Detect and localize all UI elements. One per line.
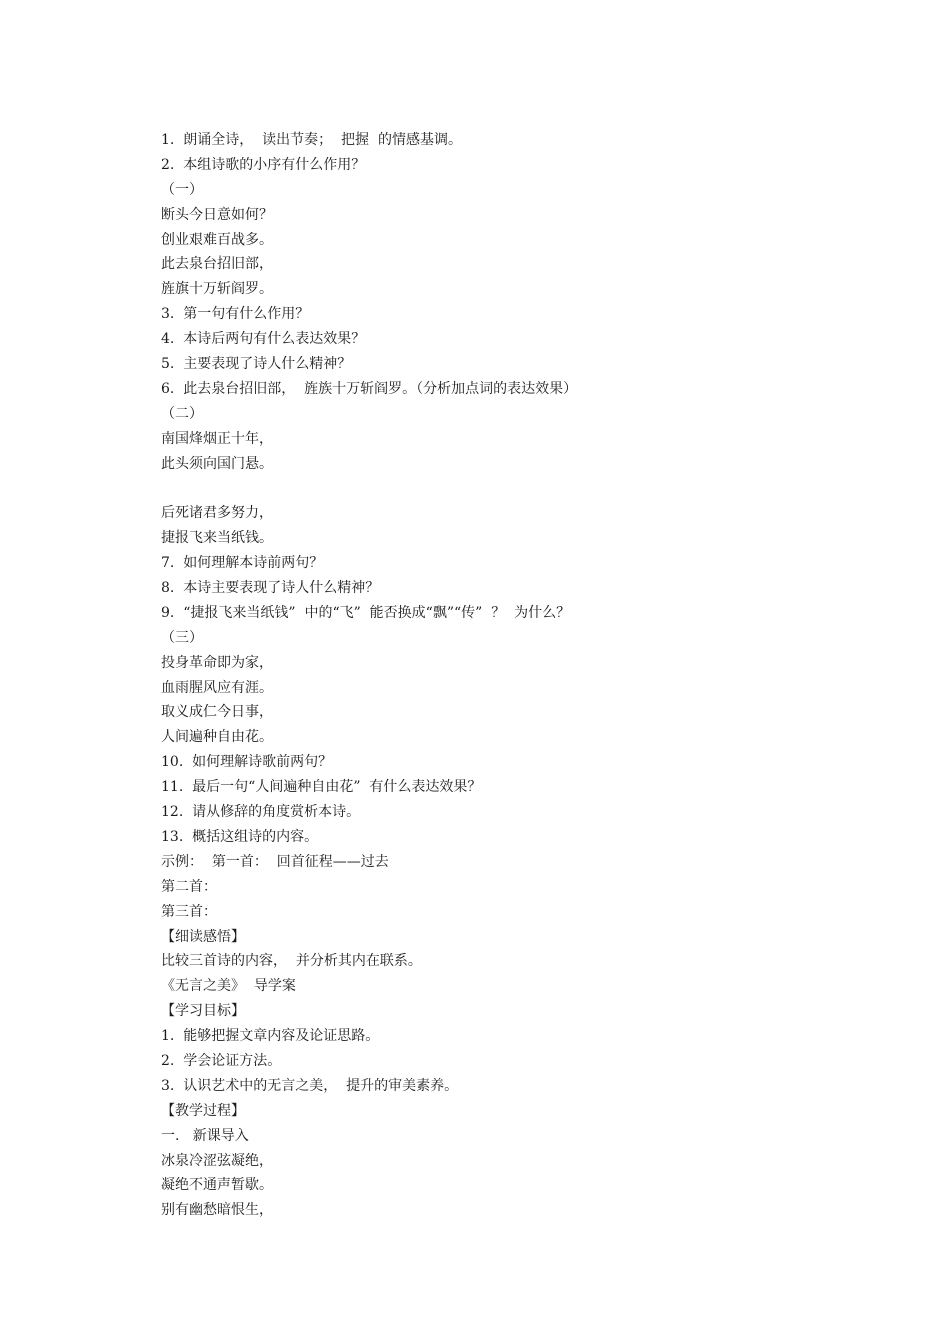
poem-line: 投身革命即为家， bbox=[161, 654, 273, 671]
question-line: 1. 朗诵全诗， 读出节奏； 把握 的情感基调。 bbox=[161, 132, 462, 148]
question-line: 6. 此去泉台招旧部， 旌族十万斩阎罗。（分析加点词的表达效果） bbox=[161, 380, 578, 397]
section-heading: （一） bbox=[161, 181, 203, 198]
question-line: 12. 请从修辞的角度赏析本诗。 bbox=[161, 804, 361, 821]
example-line: 第二首： bbox=[161, 878, 217, 895]
subsection-heading: 一. 新课导入 bbox=[161, 1127, 249, 1144]
question-line: 3. 第一句有什么作用？ bbox=[161, 306, 310, 323]
poem-line: 血雨腥风应有涯。 bbox=[161, 679, 273, 696]
question-line: 5. 主要表现了诗人什么精神？ bbox=[161, 356, 352, 373]
question-line: 11. 最后一句“人间遍种自由花” 有什么表达效果？ bbox=[161, 779, 482, 796]
blank-line bbox=[161, 476, 881, 501]
example-line: 示例： 第一首： 回首征程——过去 bbox=[161, 853, 389, 870]
objective-line: 3. 认识艺术中的无言之美， 提升的审美素养。 bbox=[161, 1077, 459, 1094]
poem-line: 人间遍种自由花。 bbox=[161, 729, 273, 746]
poem-line: 旌旗十万斩阎罗。 bbox=[161, 281, 273, 298]
poem-line: 断头今日意如何？ bbox=[161, 206, 273, 223]
question-line: 13. 概括这组诗的内容。 bbox=[161, 828, 319, 845]
poem-line: 此头须向国门悬。 bbox=[161, 455, 273, 472]
poem-line: 此去泉台招旧部， bbox=[161, 256, 273, 273]
doc-title: 《无言之美》 导学案 bbox=[161, 978, 296, 995]
section-heading: 【教学过程】 bbox=[161, 1102, 245, 1119]
section-heading: 【细读感悟】 bbox=[161, 928, 245, 945]
poem-line: 后死诸君多努力， bbox=[161, 505, 273, 522]
objective-line: 1. 能够把握文章内容及论证思路。 bbox=[161, 1028, 380, 1045]
document-body bbox=[161, 128, 881, 1223]
poem-line: 凝绝不通声暂歇。 bbox=[161, 1177, 273, 1194]
poem-line: 创业艰难百战多。 bbox=[161, 231, 273, 248]
question-line: 8. 本诗主要表现了诗人什么精神？ bbox=[161, 580, 380, 597]
question-line: 2. 本组诗歌的小序有什么作用？ bbox=[161, 156, 366, 173]
poem-line: 冰泉冷涩弦凝绝， bbox=[161, 1152, 273, 1169]
question-line: 10. 如何理解诗歌前两句？ bbox=[161, 754, 333, 771]
poem-line: 取义成仁今日事， bbox=[161, 704, 273, 721]
example-line: 第三首： bbox=[161, 903, 217, 920]
section-heading: （二） bbox=[161, 405, 203, 422]
poem-line: 南国烽烟正十年， bbox=[161, 430, 273, 447]
question-line: 4. 本诗后两句有什么表达效果？ bbox=[161, 331, 366, 348]
poem-line: 捷报飞来当纸钱。 bbox=[161, 530, 273, 547]
question-line: 7. 如何理解本诗前两句？ bbox=[161, 555, 324, 572]
poem-line: 别有幽愁暗恨生， bbox=[161, 1202, 273, 1219]
section-heading: （三） bbox=[161, 629, 203, 646]
body-line: 比较三首诗的内容， 并分析其内在联系。 bbox=[161, 953, 422, 970]
question-line: 9. “捷报飞来当纸钱” 中的“飞” 能否换成“飘”“传” ？ 为什么？ bbox=[161, 604, 571, 621]
objective-line: 2. 学会论证方法。 bbox=[161, 1052, 282, 1069]
section-heading: 【学习目标】 bbox=[161, 1003, 245, 1020]
